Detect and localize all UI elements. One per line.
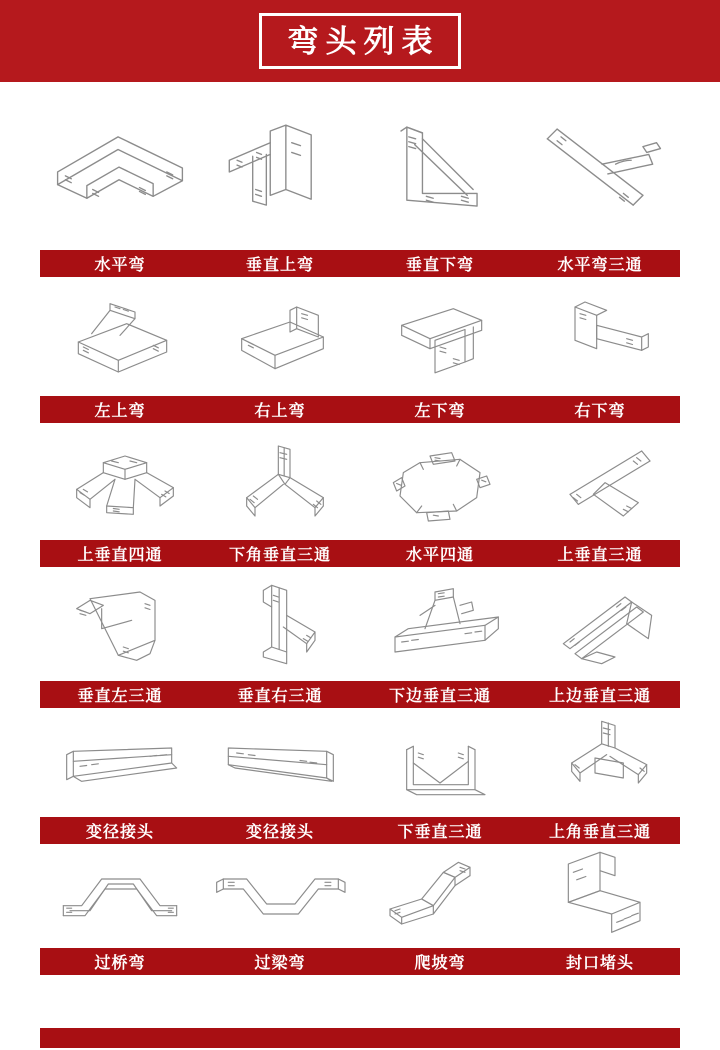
fitting-drawing-icon: [365, 844, 515, 944]
page-title: 弯头列表: [287, 23, 440, 59]
drawing-cell: [40, 840, 200, 948]
fitting-drawing-icon: [205, 844, 355, 944]
fitting-drawing-icon: [362, 96, 518, 244]
product-label: 上垂直三通: [557, 547, 643, 564]
drawing-strip: [40, 288, 680, 396]
label-bar: [40, 250, 680, 277]
drawing-cell: [520, 90, 680, 250]
drawing-cell: [520, 840, 680, 948]
product-label: 变径接头: [245, 824, 314, 841]
product-label: 水平四通: [405, 547, 474, 564]
product-label: 垂直左三通: [77, 688, 163, 705]
drawing-strip: [40, 573, 680, 681]
product-label: 右上弯: [254, 403, 306, 420]
fitting-drawing-icon: [205, 577, 355, 677]
product-label: 垂直上弯: [245, 257, 314, 274]
drawing-cell: [200, 90, 360, 250]
title-box: [259, 13, 461, 69]
label-bar: [40, 396, 680, 423]
product-label: 左上弯: [94, 403, 146, 420]
fitting-drawing-icon: [525, 436, 675, 536]
fitting-drawing-icon: [45, 292, 195, 392]
drawing-cell: [40, 288, 200, 396]
drawing-cell: [520, 288, 680, 396]
fitting-drawing-icon: [205, 436, 355, 536]
product-row: [40, 288, 680, 423]
product-row: [40, 432, 680, 567]
product-label: 水平弯: [94, 257, 146, 274]
product-label: 下边垂直三通: [388, 688, 491, 705]
product-label: 左下弯: [414, 403, 466, 420]
drawing-cell: [40, 432, 200, 540]
fitting-drawing-icon: [45, 436, 195, 536]
product-label: 爬坡弯: [414, 955, 466, 972]
fitting-drawing-icon: [202, 96, 358, 244]
fitting-drawing-icon: [205, 292, 355, 392]
footer-bar: [40, 1028, 680, 1048]
drawing-cell: [200, 709, 360, 817]
drawing-cell: [360, 90, 520, 250]
product-label: 下垂直三通: [397, 824, 483, 841]
product-label: 上垂直四通: [77, 547, 163, 564]
drawing-cell: [200, 840, 360, 948]
fitting-drawing-icon: [45, 844, 195, 944]
drawing-cell: [360, 573, 520, 681]
product-label: 下角垂直三通: [228, 547, 331, 564]
fitting-drawing-icon: [525, 844, 675, 944]
product-label: 垂直右三通: [237, 688, 323, 705]
drawing-cell: [200, 288, 360, 396]
drawing-strip: [40, 840, 680, 948]
drawing-cell: [360, 288, 520, 396]
drawing-cell: [360, 709, 520, 817]
product-label: 垂直下弯: [405, 257, 474, 274]
fitting-drawing-icon: [205, 713, 355, 813]
fitting-drawing-icon: [525, 713, 675, 813]
drawing-cell: [40, 90, 200, 250]
drawing-cell: [520, 573, 680, 681]
drawing-cell: [200, 573, 360, 681]
drawing-strip: [40, 432, 680, 540]
product-row: [40, 90, 680, 277]
drawing-cell: [200, 432, 360, 540]
fitting-drawing-icon: [525, 292, 675, 392]
label-bar: [40, 681, 680, 708]
fitting-drawing-icon: [522, 96, 678, 244]
drawing-cell: [40, 709, 200, 817]
product-label: 上角垂直三通: [548, 824, 651, 841]
drawing-cell: [520, 432, 680, 540]
product-label: 水平弯三通: [557, 257, 643, 274]
drawing-strip: [40, 90, 680, 250]
drawing-cell: [360, 840, 520, 948]
drawing-cell: [520, 709, 680, 817]
product-label: 上边垂直三通: [548, 688, 651, 705]
drawing-strip: [40, 709, 680, 817]
fitting-drawing-icon: [525, 577, 675, 677]
fitting-drawing-icon: [365, 436, 515, 536]
product-row: [40, 840, 680, 975]
fitting-drawing-icon: [365, 292, 515, 392]
product-label: 右下弯: [574, 403, 626, 420]
product-row: [40, 573, 680, 708]
fitting-drawing-icon: [45, 713, 195, 813]
label-bar: [40, 540, 680, 567]
product-row: [40, 709, 680, 844]
product-label: 变径接头: [85, 824, 154, 841]
header-band: [0, 0, 720, 82]
product-label: 过梁弯: [254, 955, 306, 972]
label-bar: [40, 948, 680, 975]
drawing-cell: [360, 432, 520, 540]
fitting-drawing-icon: [365, 577, 515, 677]
drawing-cell: [40, 573, 200, 681]
product-label: 过桥弯: [94, 955, 146, 972]
product-label: 封口堵头: [565, 955, 634, 972]
fitting-drawing-icon: [45, 577, 195, 677]
fitting-drawing-icon: [42, 96, 198, 244]
fitting-drawing-icon: [365, 713, 515, 813]
